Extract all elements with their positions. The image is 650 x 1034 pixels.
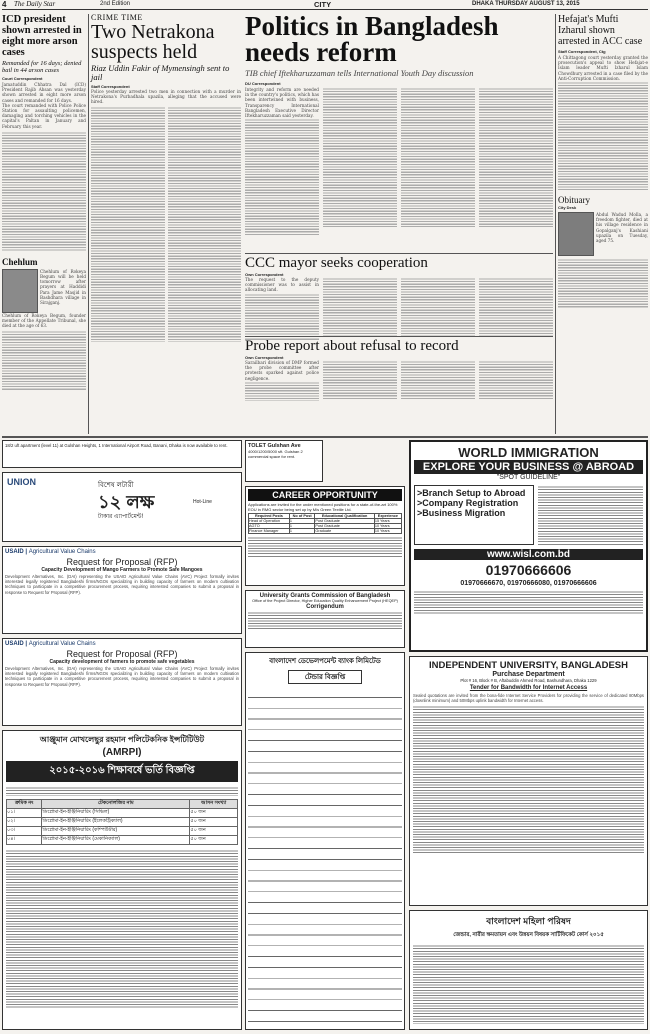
cell: ৫০ জন <box>190 809 238 818</box>
cell: 10 Years <box>374 524 401 529</box>
mahila-parishad-ad <box>409 910 648 1030</box>
cell: 1 <box>289 519 315 524</box>
cell: 1 <box>289 529 315 534</box>
chehlum-body <box>2 330 86 390</box>
right-column <box>558 14 648 434</box>
union-logo: UNION <box>7 477 36 487</box>
probe-body-col3 <box>401 360 475 400</box>
probe-lead: Sarailbari division of DMP formed the probe committee after protests sparked against police negligence. <box>245 360 319 381</box>
table-row <box>249 519 402 524</box>
ccc-byline: Own Correspondent <box>245 272 284 277</box>
masthead <box>2 0 648 10</box>
wi-footer <box>414 590 643 614</box>
bank-title: বাংলাদেশ ডেভেলপমেন্ট ব্যাংক লিমিটেড <box>269 658 381 665</box>
cell: ডিপ্লোমা-ইন-ইঞ্জিনিয়ারিং (কম্পিউটার) <box>42 827 190 836</box>
tolet-apartment-ad <box>2 440 242 468</box>
value-chains-label: Agricultural Value Chains <box>28 641 96 647</box>
usaid-logo: USAID <box>5 549 24 555</box>
lead-deck: TIB chief Iftekharuzzaman tells International Youth Day discussion <box>245 68 474 78</box>
amrpi-intro <box>6 786 238 796</box>
table-row <box>7 818 238 827</box>
amrpi-table <box>6 799 238 845</box>
iub-address: Plot # 16, Block # B, Aftabuddin Ahmed Road, Bashundhara, Dhaka 1229 <box>460 678 597 683</box>
chehlum-photo <box>2 269 38 313</box>
tolet-gulshan-ad <box>245 440 323 482</box>
wi-details <box>538 485 643 545</box>
cell: Head of Operation <box>249 519 290 524</box>
cell: AGTO <box>249 524 290 529</box>
probe-body-col2 <box>323 360 397 400</box>
cell: Post Graduate <box>315 519 374 524</box>
world-immigration-ad <box>409 440 648 652</box>
iub-tender-title: Tender for Bandwidth for Internet Access <box>469 685 588 691</box>
iub-tender-ad <box>409 656 648 906</box>
cell: ৫০ জন <box>190 827 238 836</box>
icd-byline: Court Correspondent <box>2 76 43 81</box>
career-col-0: Required Posts <box>249 514 290 519</box>
iub-details <box>413 705 644 855</box>
lead-body-col3 <box>401 87 475 227</box>
cell: 1 <box>289 524 315 529</box>
ugc-corrigendum: Corrigendum <box>306 604 344 610</box>
hefajat-headline: Hefajat's Mufti Izharul shown arrested in ACC case <box>558 14 643 47</box>
dateline: DHAKA THURSDAY AUGUST 13, 2015 <box>472 1 580 7</box>
table-row <box>249 529 402 534</box>
usaid-logo: USAID <box>5 641 24 647</box>
crime-body-col2 <box>168 106 242 342</box>
cell: ০৪। <box>7 836 42 845</box>
ccc-body-col1 <box>245 293 319 341</box>
cell: Post Graduate <box>315 524 374 529</box>
lead-byline: DU Correspondent <box>245 81 281 86</box>
ccc-body-col3 <box>401 277 475 337</box>
iub-body: Sealed quotations are invited from the bona-fide Internet Service Providers for providing the service of dedicated 80Mbps (downlink minimum) and 50Mbps uplink bandwidth for Internet access. <box>413 693 644 704</box>
amrpi-col-2: আসন সংখ্যা <box>190 800 238 809</box>
lottery-title: বিশেষ লটারী <box>98 482 134 489</box>
ugc-ad <box>245 590 405 648</box>
paper-name: The Daily Star <box>14 0 56 8</box>
obituary-body <box>558 258 648 308</box>
wi-guideline: "SPOT GUIDELINE" <box>496 474 561 481</box>
iub-department: Purchase Department <box>492 671 565 678</box>
mahila-subtitle: জেন্ডার, নারীর ক্ষমতায়ন এবং উন্নয়ন বিষয়ক সার্টিফিকেট কোর্স ২০১৫ <box>453 932 604 938</box>
mahila-details <box>413 944 644 1024</box>
lead-body-col2 <box>323 87 397 227</box>
bank-tender-table <box>248 687 402 1027</box>
career-table <box>248 513 402 534</box>
ccc-lead: The request to the deputy commissioner was to assist in allocating land. <box>245 277 319 293</box>
ugc-title: University Grants Commission of Bangladesh <box>259 593 391 599</box>
crime-body-col1 <box>91 106 165 342</box>
chehlum-title: Chehlum <box>2 256 38 267</box>
left-column <box>2 14 86 434</box>
lead-body-col1 <box>245 118 319 236</box>
lead-body-text: Integrity and reform are needed in the country's politics, which has been intertwined with business, Transparency International Bangladesh Executive Director Iftekharuzzaman said yesterday. <box>245 87 319 119</box>
rfp-mango-title: Request for Proposal (RFP) <box>66 557 178 567</box>
icd-continued: The court remanded with Police Police Station for assaulting policemen, damaging and torching vehicles in the capital's Paltan in January and February this year. <box>2 102 86 129</box>
cell: ০১। <box>7 809 42 818</box>
amrpi-details <box>6 849 238 1009</box>
section-name: CITY <box>314 0 332 9</box>
lottery-subtitle: টাকার এ্যাপার্টমেন্ট! <box>98 514 144 520</box>
value-chains-label: Agricultural Value Chains <box>28 549 96 555</box>
table-row <box>7 809 238 818</box>
union-lottery-ad <box>2 472 242 542</box>
crime-byline: Staff Correspondent <box>91 84 130 89</box>
mahila-title: বাংলাদেশ মহিলা পরিষদ <box>486 916 571 926</box>
wi-phone: 01970666606 <box>485 562 572 578</box>
cell: ৫০ জন <box>190 818 238 827</box>
career-title: CAREER OPPORTUNITY <box>248 489 402 501</box>
amrpi-col-1: টেকনোলজির নাম <box>42 800 190 809</box>
rfp-vegetables-body: Development Alternatives, Inc. (DAI) representing the USAID Agricultural Value Chains (AVC) Project formally invites interested legally registered Bangladeshi firms/NGOs specializing in building capacity of farmers on modern cultivation techniques to participate in a competitive procurement process, requiring interested companies to submit a proposal in response to Request for Proposal (RFP). <box>5 666 239 687</box>
icd-lead: Jamatuddin Chhatra Dal (ICD) President Rajib Ahsan was yesterday shown arrested in eight more arson cases and remanded for 16 days. <box>2 82 86 103</box>
ugc-body <box>248 611 402 629</box>
crime-headline: Two Netrakona suspects held <box>91 21 215 63</box>
rfp-vegetables-subtitle: Capacity development of farmers to promote safe vegetables <box>49 659 195 665</box>
table-row <box>7 836 238 845</box>
wi-item: >Business Migration <box>417 508 506 518</box>
probe-body-col4 <box>479 360 553 400</box>
wi-title: WORLD IMMIGRATION <box>458 445 599 460</box>
obituary-photo <box>558 212 594 256</box>
hotline-label: Hot-Line <box>193 499 212 505</box>
table-row <box>7 827 238 836</box>
cell: Finance Manager <box>249 529 290 534</box>
wi-phones: 01970666670, 01970666080, 01970666606 <box>460 580 597 587</box>
chehlum-caption: Chehlum of Rokeya Begum will be held tomorrow after prayers at Haddidi Para Jame Masjid in Bashdhara village in Sirajganj. <box>40 268 86 306</box>
probe-byline: Own Correspondent <box>245 355 284 360</box>
tolet-gulshan-title: TOLET Gulshan Ave <box>248 443 301 449</box>
page-number: 4 <box>2 0 7 9</box>
hefajat-byline: Staff Correspondent, Ctg <box>558 49 606 54</box>
amrpi-title: আঞ্জুমান মোখলেছুর রহমান পলিটেকনিক ইন্সটিটিউট <box>39 735 205 744</box>
ccc-article <box>245 255 553 335</box>
rfp-vegetables-ad: USAID | Agricultural Value Chains Request for Proposal (RFP) Capacity development of farmers to promote safe vegetables Development Alternatives, Inc. (DAI) representing the USAID Agricultural Value Chains (AVC) Project formally invites interested legally registered Bangladeshi firms/NGOs specializing in building capacity of farmers on modern cultivation techniques to participate in a competitive procurement process, requiring interested companies to submit a proposal in response to Request for Proposal (RFP). <box>2 638 242 726</box>
rfp-vegetables-title: Request for Proposal (RFP) <box>66 649 178 659</box>
career-ad <box>245 486 405 586</box>
ccc-body-col4 <box>479 277 553 337</box>
bank-tender-ad <box>245 652 405 1030</box>
lead-article <box>245 13 553 253</box>
probe-article <box>245 338 553 398</box>
bank-subtitle: টেন্ডার বিজ্ঞপ্তি <box>288 670 362 684</box>
ccc-headline: CCC mayor seeks cooperation <box>245 255 428 271</box>
amrpi-col-0: ক্রমিক নং <box>7 800 42 809</box>
cell: ০৩। <box>7 827 42 836</box>
icd-headline: ICD president shown arrested in eight more arson cases <box>2 14 82 58</box>
lottery-amount: ১২ লক্ষ <box>98 492 155 512</box>
rfp-mango-body: Development Alternatives, Inc. (DAI) representing the USAID Agricultural Value Chains (AVC) Project formally invites interested legally registered Bangladeshi firms/NGOs specializing in building capacity of farmers on modern cultivation techniques to participate in a competitive procurement process, requiring interested companies to submit a proposal in response to Request for Proposal (RFP). <box>5 574 239 595</box>
cell: 10 Years <box>374 529 401 534</box>
iub-title: INDEPENDENT UNIVERSITY, BANGLADESH <box>429 660 628 671</box>
cell: ০২। <box>7 818 42 827</box>
edition: 2nd Edition <box>100 1 131 7</box>
wi-item: >Branch Setup to Abroad <box>417 488 526 498</box>
wi-tagline: EXPLORE YOUR BUSINESS @ ABROAD <box>414 460 643 474</box>
tolet-apartment-text: 18/2 uft apartment (level 11) at Gulshan Heights, 1 International Airport Road, Banani, Dhaka is now available to rent. <box>5 443 228 448</box>
hefajat-lead: A Chittagong court yesterday granted the prosecution's appeal to show Hefajat-e Islam leader Mufti Izharul Islam Chowdhury arrested in a case filed by the Anti-Corruption Commission. <box>558 55 648 81</box>
wi-website: www.wisl.com.bd <box>414 549 643 560</box>
obituary-byline: City Desk <box>558 205 577 211</box>
icd-deck: Remanded for 16 days; denied bail in 44 arson cases <box>2 60 82 74</box>
cell: ডিপ্লোমা-ইন-ইঞ্জিনিয়ারিং (ইলেকট্রিক্যাল) <box>42 818 190 827</box>
cell: ডিপ্লোমা-ইন-ইঞ্জিনিয়ারিং (মেকানিক্যাল) <box>42 836 190 845</box>
icd-body <box>2 131 86 251</box>
crime-lead: Police yesterday arrested two men in connection with a murder in Netrakona's Purbadhala upazila, alleging that the accused were hired. <box>91 89 241 105</box>
probe-headline: Probe report about refusal to record <box>245 338 459 354</box>
ccc-body-col2 <box>323 277 397 337</box>
amrpi-abbr: (AMRPI) <box>102 747 142 758</box>
cell: 15 Years <box>374 519 401 524</box>
career-details <box>248 536 402 558</box>
wi-item: >Company Registration <box>417 498 519 508</box>
obituary-text: Abdul Wadud Molla, a freedom fighter, died at his village residence in Gopalganj's Kashiani upazila on Tuesday, aged 75. <box>596 212 648 244</box>
crime-kicker: CRIME TIME <box>91 13 143 22</box>
crime-deck: Riaz Uddin Fakir of Mymensingh sent to jail <box>91 63 230 82</box>
cell: Graduate <box>315 529 374 534</box>
career-col-3: Experience <box>374 514 401 519</box>
career-intro: Applications are invited for the under mentioned positions for a state-of-the-art 100% EOU in RMG sector being set up by M/s Green Textile Ltd. <box>248 502 398 512</box>
career-col-2: Educational Qualification <box>315 514 374 519</box>
chehlum-continued: Chehlum of Rokeya Begum, founder member of the Appellate Tribunal, she died at the age of 63. <box>2 312 86 329</box>
cell: ৫০ জন <box>190 836 238 845</box>
probe-body-col1 <box>245 381 319 401</box>
lead-body-col4 <box>479 87 553 227</box>
hefajat-body <box>558 81 648 191</box>
cell: ডিপ্লোমা-ইন-ইঞ্জিনিয়ারিং (সিভিল) <box>42 809 190 818</box>
amrpi-admission-ad <box>2 730 242 1030</box>
tolet-gulshan-body: 4000/1200/5000 sft. Gulshan 2 commercial space for rent. <box>248 449 303 459</box>
rfp-mango-subtitle: Capacity Development of Mango Farmers to Promote Safe Mangoes <box>41 567 203 573</box>
ugc-subtitle: Office of the Project Director, Higher Education Quality Enhancement Project (HEQEP) <box>252 599 398 603</box>
obituary-title: Obituary <box>558 195 590 206</box>
crime-article <box>91 13 241 353</box>
rfp-mango-ad: USAID | Agricultural Value Chains Request for Proposal (RFP) Capacity Development of Mango Farmers to Promote Safe Mangoes Development Alternatives, Inc. (DAI) representing the USAID Agricultural Value Chains (AVC) Project formally invites interested legally registered Bangladeshi firms/NGOs specializing in building capacity of farmers on modern cultivation techniques to participate in a competitive procurement process, requiring interested companies to submit a proposal in response to Request for Proposal (RFP). <box>2 546 242 634</box>
career-col-1: No of Post <box>289 514 315 519</box>
amrpi-admission-banner: ২০১৫-২০১৬ শিক্ষাবর্ষে ভর্তি বিজ্ঞপ্তি <box>6 761 238 782</box>
lead-headline: Politics in Bangladesh needs reform <box>245 11 499 67</box>
